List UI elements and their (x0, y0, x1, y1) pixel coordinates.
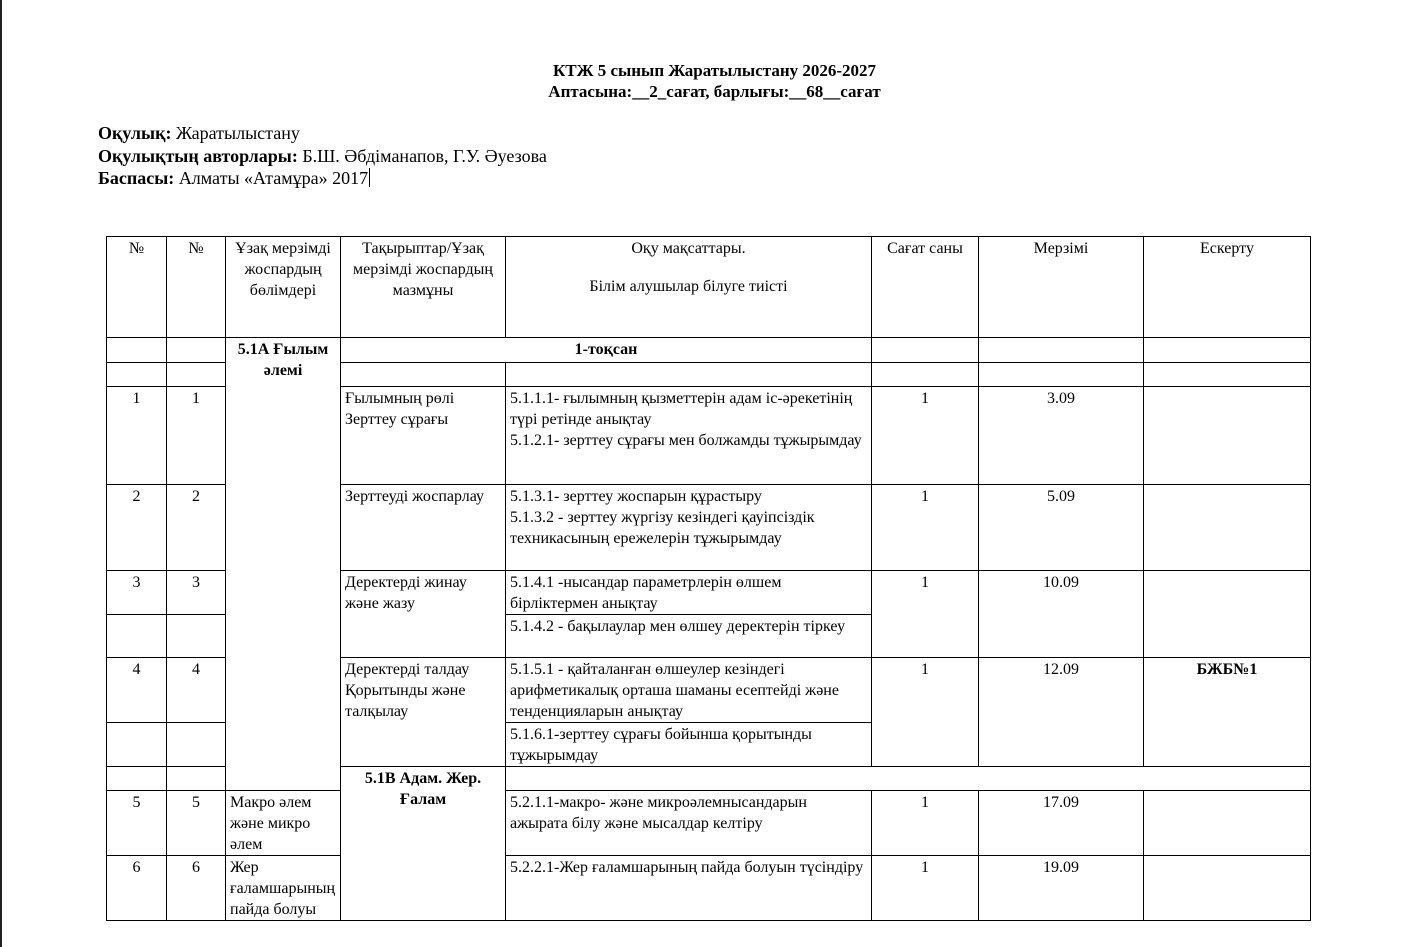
row-5-hours: 1 (872, 791, 979, 856)
textbook-value: Жаратылыстану (171, 123, 300, 143)
row-6-objectives: 5.2.2.1-Жер ғаламшарының пайда болуын түсіндіру (506, 856, 872, 921)
row-2-topic: Зерттеуді жоспарлау (341, 485, 506, 571)
header-objectives-title: Оқу мақсаттары. (631, 240, 746, 257)
row-4-date: 12.09 (979, 658, 1144, 767)
row-3-objective-1: 5.1.4.1 -нысандар параметрлерін өлшем бірліктермен анықтау (506, 571, 872, 615)
row-5-date: 17.09 (979, 791, 1144, 856)
textbook-line (98, 122, 547, 145)
row-6-topic: Жер ғаламшарының пайда болуы (226, 856, 341, 921)
row-1-hours: 1 (872, 387, 979, 485)
row-4-objective-1: 5.1.5.1 - қайталанған өлшеулер кезіндегі арифметикалық орташа шаманы есептейді және тенденцияларын анықтау (506, 658, 872, 723)
row-2-objectives (506, 485, 872, 571)
authors-label: Оқулықтың авторлары: (98, 145, 298, 166)
row-6-n1: 6 (107, 856, 167, 921)
objective-text: 5.1.3.2 - зерттеу жүргізу кезіндегі қауіпсіздік техникасының ережелерін тұжырымдау (510, 509, 815, 547)
text-cursor (369, 168, 370, 187)
row-2-n2: 2 (167, 485, 226, 571)
header-topics: Тақырыптар/Ұзақ мерзімді жоспардың мазмұны (341, 237, 506, 338)
row-3-topic: Деректерді жинау және жазу (341, 571, 506, 658)
row-4-note: БЖБ№1 (1144, 658, 1311, 767)
table-header-row (107, 237, 1311, 338)
textbook-label: Оқулық: (98, 123, 172, 143)
row-1-topic: Ғылымның рөлі Зерттеу сұрағы (341, 387, 506, 485)
row-4-n1: 4 (107, 658, 167, 723)
row-5-topic: Макро әлем және микро әлем (226, 791, 341, 856)
row-1-date: 3.09 (979, 387, 1144, 485)
document-title (0, 60, 1401, 102)
row-4-hours: 1 (872, 658, 979, 767)
row-2-note (1144, 485, 1311, 571)
row-3-n2: 3 (167, 571, 226, 615)
row-3-note (1144, 571, 1311, 658)
authors-value: Б.Ш. Әбдіманапов, Г.У. Әуезова (297, 145, 547, 166)
row-3-date: 10.09 (979, 571, 1144, 658)
row-1-note (1144, 387, 1311, 485)
window-left-edge (0, 0, 2, 947)
row-3-hours: 1 (872, 571, 979, 658)
row-3-objective-2: 5.1.4.2 - бақылаулар мен өлшеу деректерін тіркеу (506, 615, 872, 658)
document-meta (98, 122, 547, 190)
row-6-hours: 1 (872, 856, 979, 921)
section-a-cell: 5.1А Ғылым әлемі (226, 338, 341, 791)
objective-text: 5.1.1.1- ғылымның қызметтерін адам іс-әрекетінің түрі ретінде анықтау (510, 390, 853, 428)
header-date: Мерзімі (979, 237, 1144, 338)
publisher-value: Алматы «Атамұра» 2017 (174, 168, 369, 188)
title-line-1: КТЖ 5 сынып Жаратылыстану 2026-2027 (552, 61, 877, 80)
objective-text: 5.1.2.1- зерттеу сұрағы мен болжамды тұжырымдау (510, 432, 862, 449)
table-row (107, 791, 1311, 856)
header-note: Ескерту (1144, 237, 1311, 338)
header-hours: Сағат саны (872, 237, 979, 338)
quarter-row (107, 338, 1311, 363)
row-1-objectives (506, 387, 872, 485)
header-sections: Ұзақ мерзімді жоспардың бөлімдері (226, 237, 341, 338)
header-objectives-subtitle: Білім алушылар білуге тиісті (589, 278, 788, 295)
row-5-n2: 5 (167, 791, 226, 856)
row-5-n1: 5 (107, 791, 167, 856)
header-objectives (506, 237, 872, 338)
header-number-2: № (167, 237, 226, 338)
publisher-line[interactable] (98, 167, 547, 190)
table-row (107, 856, 1311, 921)
row-6-note (1144, 856, 1311, 921)
row-5-note (1144, 791, 1311, 856)
row-2-hours: 1 (872, 485, 979, 571)
quarter-title: 1-тоқсан (341, 338, 872, 363)
row-1-n1: 1 (107, 387, 167, 485)
row-6-date: 19.09 (979, 856, 1144, 921)
publisher-label: Баспасы: (98, 168, 175, 188)
row-2-n1: 2 (107, 485, 167, 571)
header-number-1: № (107, 237, 167, 338)
row-2-date: 5.09 (979, 485, 1144, 571)
row-3-n1: 3 (107, 571, 167, 615)
authors-line (98, 145, 547, 168)
section-b-cell: 5.1В Адам. Жер. Ғалам (341, 767, 506, 921)
curriculum-table (106, 236, 1311, 921)
row-5-objectives: 5.2.1.1-макро- және микроәлемнысандарын ажырата білу және мысалдар келтіру (506, 791, 872, 856)
row-4-topic: Деректерді талдау Қорытынды және талқылау (341, 658, 506, 767)
row-4-objective-2: 5.1.6.1-зерттеу сұрағы бойынша қорытынды тұжырымдау (506, 723, 872, 767)
title-line-2: Аптасына:__2_сағат, барлығы:__68__сағат (548, 82, 881, 101)
row-1-n2: 1 (167, 387, 226, 485)
row-4-n2: 4 (167, 658, 226, 723)
row-6-n2: 6 (167, 856, 226, 921)
objective-text: 5.1.3.1- зерттеу жоспарын құрастыру (510, 488, 762, 505)
